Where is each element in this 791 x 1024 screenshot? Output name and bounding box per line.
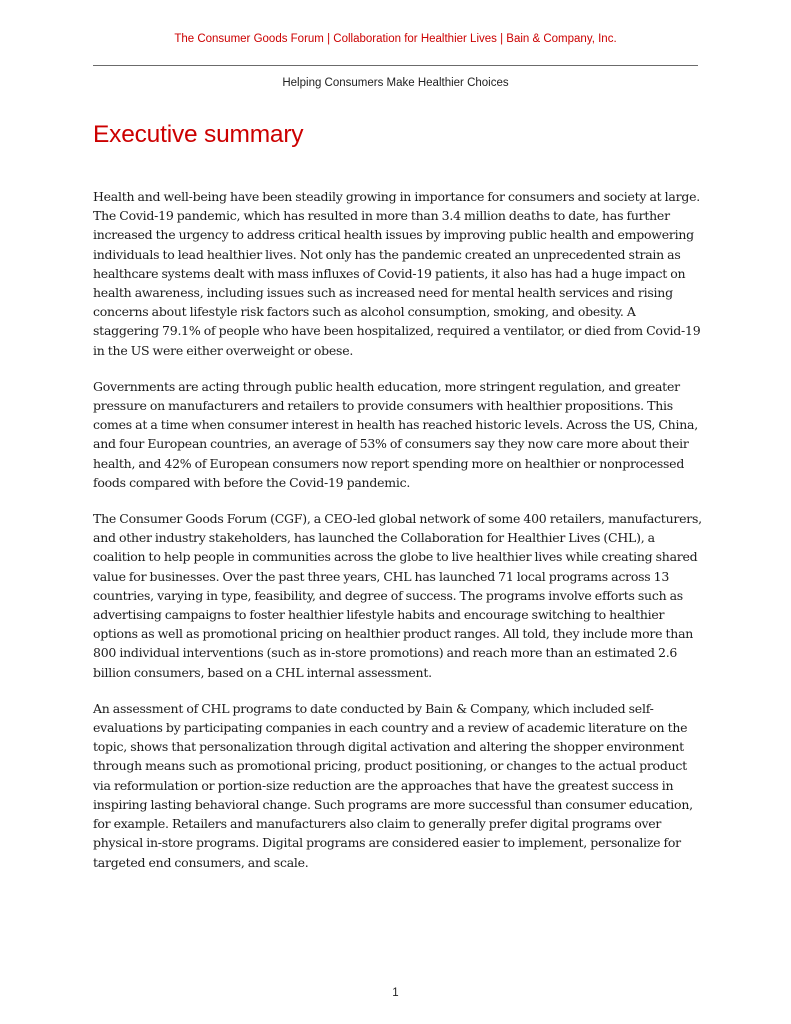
page-number: 1 (392, 987, 399, 999)
body-text (93, 187, 702, 889)
paragraph-governments: Governments are acting through public health education, more stringent regulation, and greater pressure on manufacturers and retailers to provide consumers with healthier propositions. This comes at a time when consumer interest in health has reached historic levels. Across the US, China, and four European countries, an average of 53% of consumers say they now care more about their health, and 42% of European consumers now report spending more on healthier or nonprocessed foods compared with before the Covid-19 pandemic. (93, 378, 698, 490)
paragraph-covid-health: Health and well-being have been steadily growing in importance for consumers and society at large. The Covid-19 pandemic, which has resulted in more than 3.4 million deaths to date, has further increased the urgency to address critical health issues by improving public health and empowering individuals to lead healthier lives. Not only has the pandemic created an unprecedented strain as healthcare systems dealt with mass influxes of Covid-19 patients, it also has had a huge impact on health awareness, including issues such as increased need for mental health services and rising concerns about lifestyle risk factors such as alcohol consumption, smoking, and obesity. A staggering 79.1% of people who have been hospitalized, required a ventilator, or died from Covid-19 in the US were either overweight or obese. (93, 189, 701, 358)
running-header: The Consumer Goods Forum | Collaboration for Healthier Lives | Bain & Company, Inc. (174, 33, 617, 45)
paragraph-assessment: An assessment of CHL programs to date conducted by Bain & Company, which included self-evaluations by participating companies in each country and a review of academic literature on the topic, shows that personalization through digital activation and altering the shopper environment through means such as promotional pricing, product positioning, or changes to the actual product via reformulation or portion-size reduction are the approaches that have the greatest success in inspiring lasting behavioral change. Such programs are more successful than consumer education, for example. Retailers and manufacturers also claim to generally prefer digital programs over physical in-store programs. Digital programs are considered easier to implement, personalize for targeted end consumers, and scale. (93, 700, 693, 870)
page-title: Executive summary (93, 121, 304, 148)
document-subtitle: Helping Consumers Make Healthier Choices (282, 77, 509, 89)
header-divider (93, 65, 698, 66)
paragraph-cgf-chl: The Consumer Goods Forum (CGF), a CEO-led global network of some 400 retailers, manufacturers, and other industry stakeholders, has launched the Collaboration for Healthier Lives (CHL), a coalition to help people in communities across the globe to live healthier lives while creating shared value for businesses. Over the past three years, CHL has launched 71 local programs across 13 countries, varying in type, feasibility, and degree of success. The programs involve efforts such as advertising campaigns to foster healthier lifestyle habits and encourage switching to healthier options as well as promotional pricing on healthier product ranges. All told, they include more than 800 individual interventions (such as in-store promotions) and reach more than an estimated 2.6 billion consumers, based on a CHL internal assessment. (93, 511, 702, 680)
